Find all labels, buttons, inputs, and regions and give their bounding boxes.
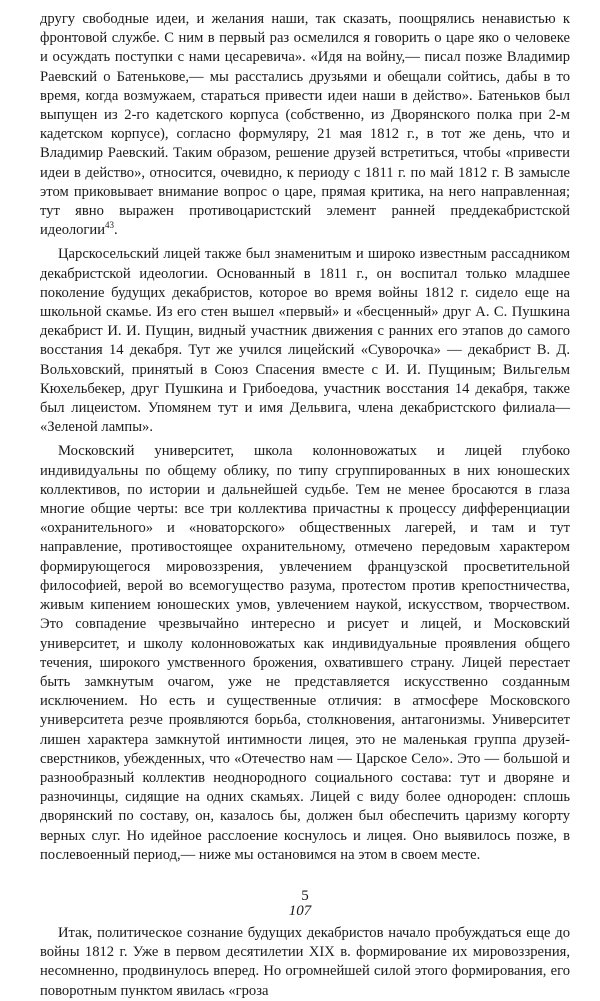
paragraph-1-tail: . (114, 222, 118, 239)
page-body (40, 10, 570, 1001)
footnote-reference[interactable]: 43 (105, 220, 115, 231)
page-number: 107 (288, 903, 312, 919)
paragraph-1-text: другу свободные идеи, и желания наши, так сказать, поощрялись ненавистью к фронтовой службе. С ним в первый раз осмелился я говорить о царе яко о человеке и осуждать поступки с нами цесаревича». «Идя на войну,— писал позже Владимир Раевский о Батенькове,— мы расстались друзьями и обещали сойтись, дабы в то время, когда возмужаем, стараться привести идеи наши в действо». Батеньков был выпущен из 2-го кадетского корпуса (собственно, из Дворянского полка при 2-м кадетском корпусе), согласно формуляру, 21 мая 1812 г., в тот же день, что и Владимир Раевский. Таким образом, решение друзей встретиться, чтобы «привести идеи в действо», относится, очевидно, к периоду с 1811 г. по май 1812 г. В замысле этом приковывает внимание вопрос о царе, прямая критика, на него направленная; тут явно выражен противоцаристский элемент ранней преддекабристской идеологии (40, 11, 570, 239)
section-number: 5 (301, 887, 309, 904)
paragraph-2: Царскосельский лицей также был знаменитым и широко известным рассадником декабристской идеологии. Основанный в 1811 г., он воспитал только младшее поколение будущих декабристов, которое во время войны 1812 г. сидело еще на школьной скамье. Из его стен вышел «первый» и «бесценный» друг А. С. Пушкина декабрист И. И. Пущин, видный участник движения с ранних его этапов до самого восстания 14 декабря. Тут же учился лицейский «Суворочка» — декабрист В. Д. Вольховский, принятый в Союз Спасения вместе с И. И. Пущиным; Вильгельм Кюхельбекер, друг Пушкина и Грибоедова, участник восстания 14 декабря, также был лицеистом. Упомянем тут и имя Дельвига, члена декабристского филиала— «Зеленой лампы». (40, 246, 570, 436)
paragraph-3: Московский университет, школа колонновожатых и лицей глубоко индивидуальны по общему облику, по типу сгруппированных в них юношеских коллективов, по истории и дальнейшей судьбе. Тем не менее бросаются в глаза многие общие черты: все три коллектива причастны к процессу дифференциации «охранительного» и «новаторского» общественных лагерей, и там и тут направление, противостоящее охранительному, отмечено передовым характером формирующегося мировоззрения, увлечением французской просветительной философией, верой во всемогущество разума, протестом против крепостничества, живым кипением юношеских умов, увлечением наукой, искусством, творчеством. Это совпадение чрезвычайно интересно и рисует и лицей, и Московский университет, и школу колонновожатых как индивидуальные проявления общего течения, широкого умственного брожения, охватившего страну. Лицей перестает быть замкнутым очагом, уже не представляется искусственно созданным исключением. Но есть и существенные отличия: в атмосфере Московского университета резче проявляются борьба, столкновения, антагонизмы. Университет лишен характера замкнутой интимности лицея, это не маленькая группа друзей-сверстников, убежденных, что «Отечество нам — Царское Село». Это — большой и разнообразный коллектив неоднородного социального состава: тут и дворяне и разночинцы, сидящие на одних скамьях. Лицей с виду более однороден: сплошь дворянский по составу, он, казалось бы, должен был обеспечить царизму когорту верных слуг. Но идейное расслоение коснулось и лицея. Оно выявилось позже, в послевоенный период,— ниже мы остановимся на этом в своем месте. (40, 443, 570, 863)
paragraph-1 (40, 10, 570, 240)
paragraph-4: Итак, политическое сознание будущих декабристов начало пробуждаться еще до войны 1812 г. Уже в первом десятилетии XIX в. формирование их мировоззрения, несомненно, продвинулось вперед. Но огромнейшей силой этого формирования, его поворотным пунктом явилась «гроза (40, 924, 570, 999)
